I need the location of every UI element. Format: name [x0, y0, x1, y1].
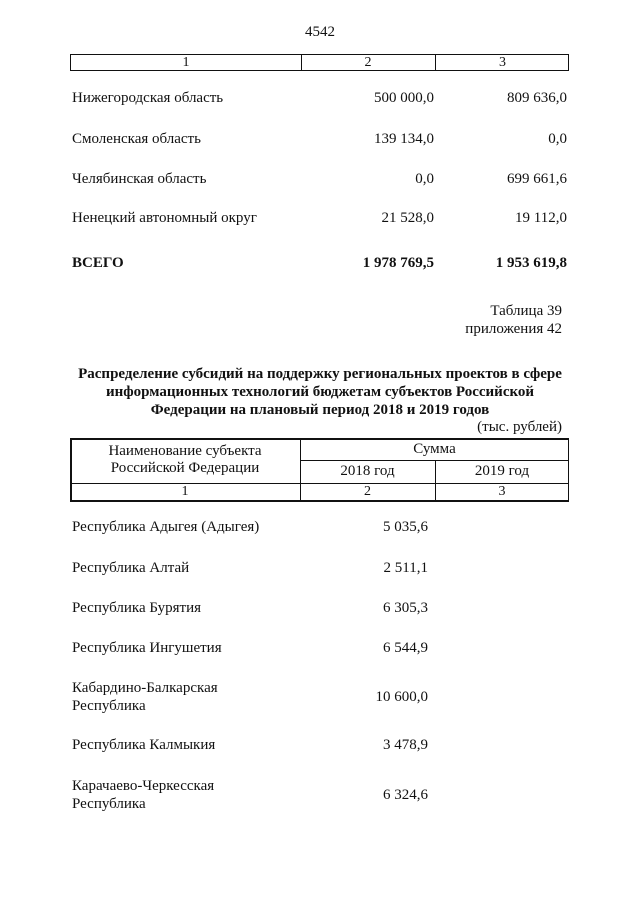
- header-col-2: 2: [364, 484, 371, 499]
- page-number: 4542: [305, 24, 335, 40]
- table1-row-value-2: 500 000,0: [374, 90, 434, 106]
- header-year-2018: 2018 год: [340, 463, 395, 479]
- table2-row-name-line-2: Республика: [72, 698, 146, 714]
- table1-header-col2: 2: [364, 55, 372, 70]
- header-col-3: 3: [498, 484, 506, 499]
- table2-row-value-2018: 2 511,1: [383, 560, 428, 576]
- units-label: (тыс. рублей): [477, 419, 562, 435]
- header-col-1: 1: [181, 484, 189, 499]
- header-name-line-1: Наименование субъекта: [108, 443, 262, 459]
- table2-row-value-2018: 5 035,6: [383, 519, 428, 535]
- table2-row-name-line-1: Карачаево-Черкесская: [72, 778, 215, 794]
- table1-row-name: Ненецкий автономный округ: [72, 210, 257, 226]
- table2-row-value-2018: 6 324,6: [383, 787, 428, 803]
- table1-total-label: ВСЕГО: [72, 255, 124, 271]
- table1-row-value-3: 19 112,0: [515, 210, 567, 226]
- table1-total-value-2: 1 978 769,5: [362, 255, 434, 271]
- table1-row-value-2: 21 528,0: [381, 210, 434, 226]
- table1-header-col1: 1: [182, 55, 190, 70]
- table1-row-name: Смоленская область: [72, 131, 201, 147]
- table2-row-name: Республика Калмыкия: [72, 737, 216, 753]
- table-border: [70, 438, 569, 440]
- table2-row-name: Республика Адыгея (Адыгея): [72, 519, 260, 535]
- table1-row-value-2: 139 134,0: [374, 131, 434, 147]
- table2-row-value-2018: 6 305,3: [383, 600, 428, 616]
- table1-header-strip: [70, 54, 569, 71]
- table2-row-name-line-1: Кабардино-Балкарская: [72, 680, 218, 696]
- header-sum: Сумма: [413, 441, 456, 457]
- table1-row-value-3: 809 636,0: [507, 90, 567, 106]
- table-number: Таблица 39: [490, 303, 562, 319]
- header-year-2019: 2019 год: [474, 463, 530, 479]
- table-title-line-1: Распределение субсидий на поддержку региональных проектов в сфере: [78, 366, 562, 382]
- table2-row-name: Республика Алтай: [72, 560, 190, 576]
- table2-row-name: Республика Бурятия: [72, 600, 202, 616]
- table-border: [70, 500, 569, 502]
- appendix-reference: приложения 42: [465, 321, 562, 337]
- table2-row-value-2018: 6 544,9: [383, 640, 428, 656]
- table2-row-name: Республика Ингушетия: [72, 640, 222, 656]
- header-name-line-2: Российской Федерации: [110, 460, 260, 476]
- table1-row-name: Нижегородская область: [72, 90, 224, 106]
- table1-row-value-3: 0,0: [548, 131, 567, 147]
- table2-header: [70, 438, 569, 502]
- table-title-line-2: информационных технологий бюджетам субъектов Российской: [105, 384, 535, 400]
- table2-row-value-2018: 3 478,9: [383, 737, 428, 753]
- table2-row-name-line-2: Республика: [72, 796, 146, 812]
- table1-total-value-3: 1 953 619,8: [495, 255, 567, 271]
- table1-row-value-2: 0,0: [415, 171, 434, 187]
- table2-row-value-2018: 10 600,0: [375, 689, 428, 705]
- table1-row-name: Челябинская область: [72, 171, 207, 187]
- table-title-line-3: Федерации на плановый период 2018 и 2019 годов: [150, 402, 490, 418]
- table1-row-value-3: 699 661,6: [507, 171, 567, 187]
- table1-header-col3: 3: [499, 55, 506, 70]
